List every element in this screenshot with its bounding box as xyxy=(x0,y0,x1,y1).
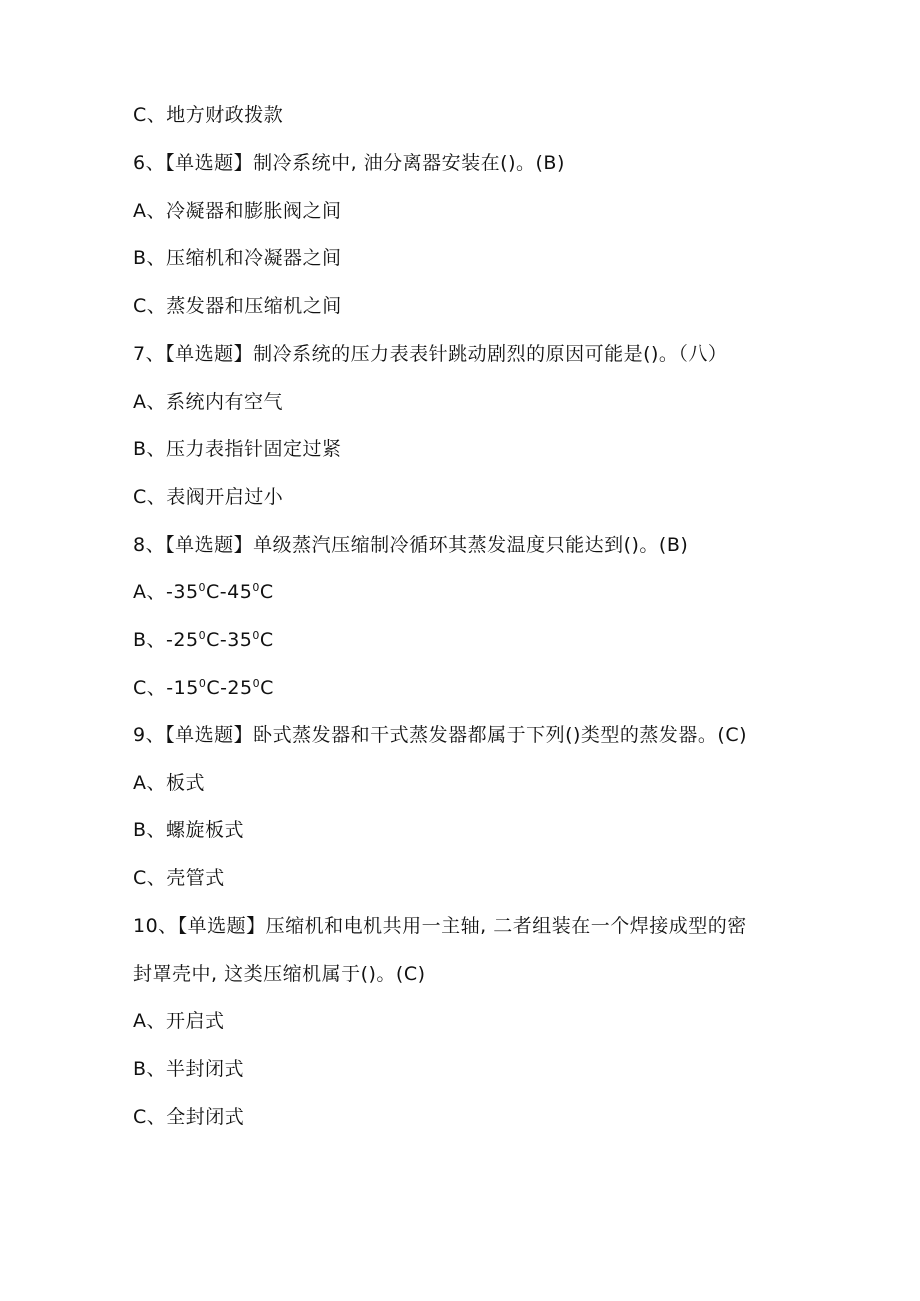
option-line: C、全封闭式 xyxy=(133,1106,245,1128)
question-line: 8、【单选题】单级蒸汽压缩制冷循环其蒸发温度只能达到()。(B) xyxy=(133,534,689,556)
option-line xyxy=(133,676,274,700)
option-line: C、蒸发器和压缩机之间 xyxy=(133,295,342,317)
option-line: B、压力表指针固定过紧 xyxy=(133,438,342,460)
option-line: B、半封闭式 xyxy=(133,1058,245,1080)
option-line: A、板式 xyxy=(133,772,205,794)
option-text: B、-25 xyxy=(133,629,199,651)
degree-superscript: 0 xyxy=(252,629,260,642)
option-text: C-35 xyxy=(206,629,253,651)
degree-superscript: 0 xyxy=(252,677,261,690)
option-line: A、系统内有空气 xyxy=(133,391,283,413)
option-line: B、螺旋板式 xyxy=(133,819,245,841)
degree-superscript: 0 xyxy=(198,629,207,642)
question-line-continued: 封罩壳中, 这类压缩机属于()。(C) xyxy=(133,963,426,985)
option-text: C、-15 xyxy=(133,677,199,699)
option-line: C、表阀开启过小 xyxy=(133,486,284,508)
option-line: C、壳管式 xyxy=(133,867,225,889)
question-line: 10、【单选题】压缩机和电机共用一主轴, 二者组装在一个焊接成型的密 xyxy=(133,915,747,937)
option-line: B、压缩机和冷凝器之间 xyxy=(133,247,342,269)
degree-superscript: 0 xyxy=(198,677,207,690)
option-text: C xyxy=(260,677,274,699)
question-line: 6、【单选题】制冷系统中, 油分离器安装在()。(B) xyxy=(133,152,565,174)
option-text: C-45 xyxy=(206,581,253,603)
degree-superscript: 0 xyxy=(252,581,260,594)
option-line: A、冷凝器和膨胀阀之间 xyxy=(133,200,342,222)
option-line: A、开启式 xyxy=(133,1010,225,1032)
question-line: 9、【单选题】卧式蒸发器和干式蒸发器都属于下列()类型的蒸发器。(C) xyxy=(133,724,748,746)
option-line xyxy=(133,628,274,652)
degree-superscript: 0 xyxy=(198,581,207,594)
question-line: 7、【单选题】制冷系统的压力表表针跳动剧烈的原因可能是()。（八） xyxy=(133,343,728,365)
option-text: C xyxy=(259,629,274,651)
option-line xyxy=(133,580,274,604)
option-text: C xyxy=(259,581,274,603)
option-text: C-25 xyxy=(206,677,253,699)
option-line: C、地方财政拨款 xyxy=(133,104,284,126)
option-text: A、-35 xyxy=(133,581,199,603)
